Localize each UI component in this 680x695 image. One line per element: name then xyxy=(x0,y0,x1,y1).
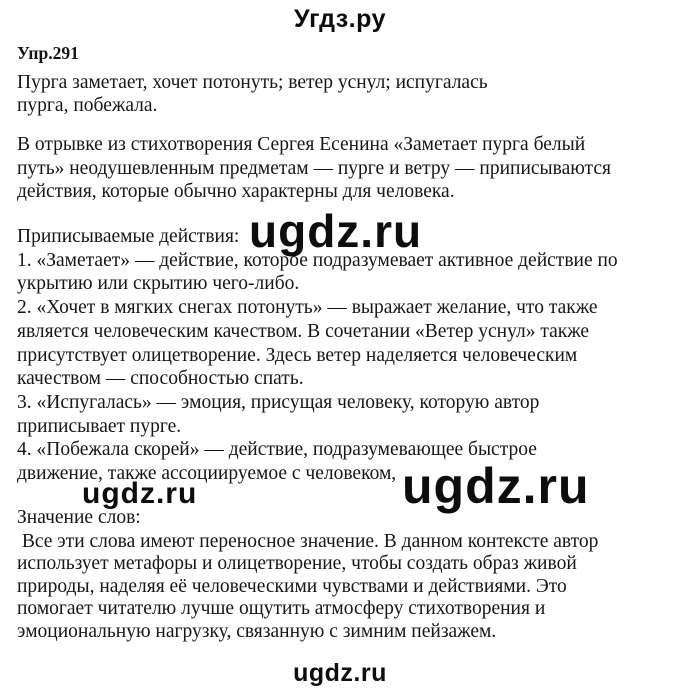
text-line: движение, также ассоциируемое с человеком, xyxy=(17,463,397,485)
text-line: путь» неодушевленным предметам — пурге и ветру — приписываются xyxy=(17,157,611,179)
watermark-small-left: ugdz.ru xyxy=(82,477,198,510)
text-line: пурга, побежала. xyxy=(17,95,158,116)
text-line: Приписываемые действия: xyxy=(17,226,240,247)
watermark-bottom: ugdz.ru xyxy=(293,659,387,687)
text-line: природы, наделяя её человеческими чувствами и действиями. Это xyxy=(17,575,567,597)
text-line: 4. «Побежала скорей» — действие, подразумевающее быстрое xyxy=(17,439,537,461)
text-line: укрытию или скрытию чего-либо. xyxy=(17,273,300,295)
text-line: приписывает пурге. xyxy=(17,415,182,437)
site-title: Угдз.ру xyxy=(294,5,386,33)
text-line: использует метафоры и олицетворение, чтобы создать образ живой xyxy=(17,553,577,575)
text-line: Пурга заметает, хочет потонуть; ветер уснул; испугалась xyxy=(17,72,488,93)
watermark-large-right: ugdz.ru xyxy=(402,458,590,514)
text-line: Все эти слова имеют переносное значение. В данном контексте автор xyxy=(17,531,599,552)
text-line: 3. «Испугалась» — эмоция, присущая человеку, которую автор xyxy=(17,391,540,413)
answer-paragraph xyxy=(17,71,488,117)
meaning-paragraph xyxy=(17,531,598,643)
text-line: В отрывке из стихотворения Сергея Есенина «Заметает пурга белый xyxy=(17,134,586,155)
attributed-actions-list xyxy=(17,225,618,486)
text-line: помогает читателю лучше ощутить атмосферу стихотворения и xyxy=(17,598,546,620)
watermark-middle: ugdz.ru xyxy=(249,205,423,257)
text-line: эмоциональную нагрузку, связанную с зимним пейзажем. xyxy=(17,620,497,642)
exercise-number-label: Упр.291 xyxy=(17,43,79,63)
text-line: 1. «Заметает» — действие, которое подразумевает активное действие по xyxy=(17,249,618,271)
meaning-heading: Значение слов: xyxy=(17,507,141,528)
text-line: 2. «Хочет в мягких снегах потонуть» — выражает желание, что также xyxy=(17,297,598,319)
text-line: качеством — способностью спать. xyxy=(17,368,304,390)
text-line: присутствует олицетворение. Здесь ветер наделяется человеческим xyxy=(17,344,578,366)
text-line: действия, которые обычно характерны для человека. xyxy=(17,181,455,202)
explanation-paragraph xyxy=(17,133,611,204)
text-line: является человеческим качеством. В сочетании «Ветер уснул» также xyxy=(17,320,590,342)
